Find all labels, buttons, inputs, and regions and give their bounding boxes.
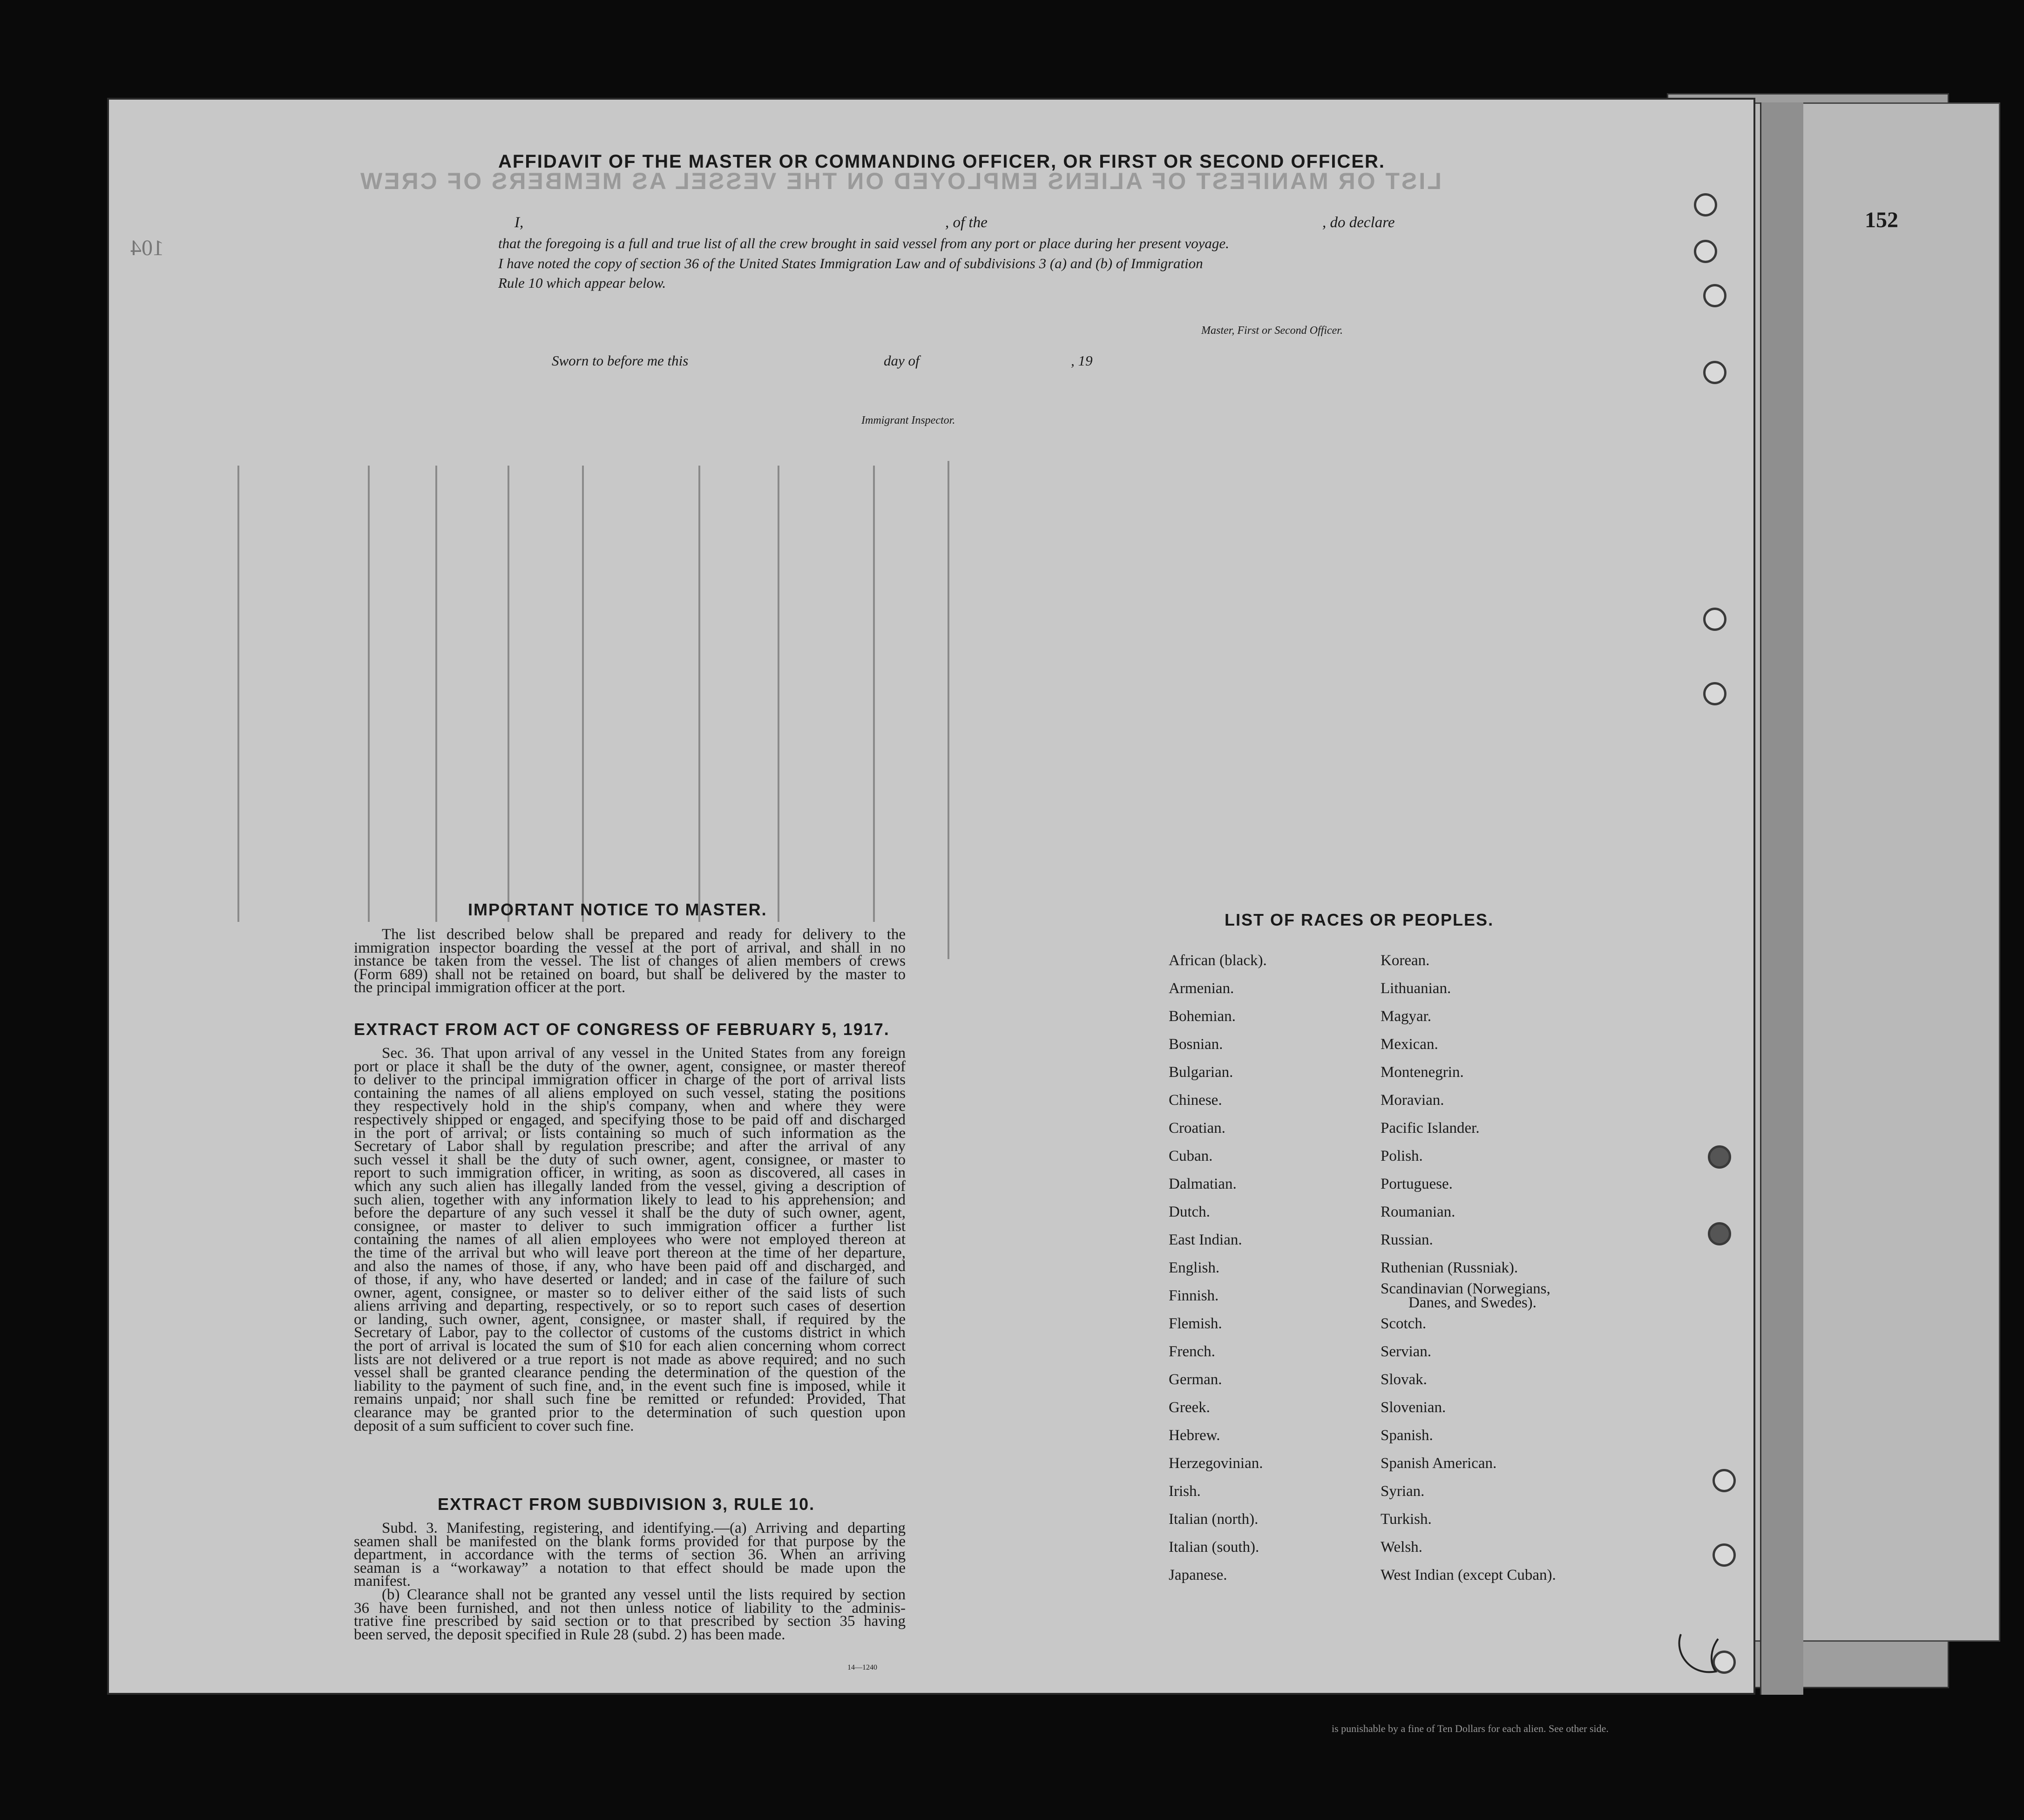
race-item: Greek.: [1169, 1399, 1210, 1416]
act-line: deposit of a sum sufficient to cover such fine.: [354, 1417, 634, 1434]
race-item: Bohemian.: [1169, 1008, 1236, 1025]
race-item: Chinese.: [1169, 1092, 1222, 1109]
affidavit-line-3: I have noted the copy of section 36 of the United States Immigration Law and of subdivisions 3 (a) and (b) of Immigration: [498, 255, 1203, 271]
act-line: the time of the arrival but who will leave port thereon at the time of her departure,: [354, 1244, 906, 1261]
extract-act-title: EXTRACT FROM ACT OF CONGRESS OF FEBRUARY 5, 1917.: [354, 1020, 890, 1039]
affidavit-title: AFFIDAVIT OF THE MASTER OR COMMANDING OFFICER, OR FIRST OR SECOND OFFICER.: [498, 151, 1385, 172]
notice-body: [354, 928, 906, 995]
column-rule: [698, 466, 700, 922]
punch-hole: [1703, 361, 1726, 384]
punch-hole: [1713, 1543, 1736, 1567]
inspector-label: Immigrant Inspector.: [861, 414, 955, 426]
race-item: African (black).: [1169, 952, 1267, 969]
race-item: Russian.: [1381, 1231, 1433, 1248]
act-line: such alien, together with any information likely to lead to his apprehension; and: [354, 1191, 906, 1208]
race-item: Scandinavian (Norwegians,: [1381, 1280, 1550, 1297]
notice-line: instance be taken from the vessel. The list of changes of alien members of crews: [354, 953, 906, 970]
act-line: clearance may be granted prior to the determination of such question upon: [354, 1404, 906, 1421]
affidavit-i: I,: [514, 214, 524, 231]
rule-line: (b) Clearance shall not be granted any vessel until the lists required by section: [382, 1586, 906, 1603]
act-line: before the departure of any such vessel it shall be the duty of such owner, agent,: [354, 1204, 906, 1222]
race-item: Slovenian.: [1381, 1399, 1446, 1416]
race-item: Dutch.: [1169, 1204, 1210, 1220]
punch-hole: [1694, 193, 1717, 217]
punch-hole: [1694, 240, 1717, 263]
column-rule: [237, 466, 239, 922]
bleed-through-footer: is punishable by a fine of Ten Dollars for each alien. See other side.: [1332, 1723, 1609, 1734]
notice-line: (Form 689) shall not be retained on board, but shall be delivered by the master to: [354, 966, 906, 983]
race-item: East Indian.: [1169, 1231, 1242, 1248]
act-line: they respectively hold in the ship's company, when and where they were: [354, 1098, 906, 1115]
notice-line: The list described below shall be prepared and ready for delivery to the: [382, 926, 906, 943]
act-line: port or place it shall be the duty of the owner, agent, consignee, or master thereof: [354, 1058, 906, 1075]
punch-hole: [1708, 1222, 1731, 1245]
race-item: Polish.: [1381, 1148, 1423, 1164]
race-item: Dalmatian.: [1169, 1176, 1237, 1192]
race-item: Montenegrin.: [1381, 1064, 1464, 1081]
race-item: Scotch.: [1381, 1315, 1427, 1332]
race-item: Italian (south).: [1169, 1539, 1259, 1556]
day-of-label: day of: [884, 352, 920, 369]
punch-hole: [1703, 608, 1726, 631]
affidavit-do-declare: , do declare: [1322, 214, 1395, 231]
act-line: vessel shall be granted clearance pending the determination of the question of the: [354, 1364, 906, 1381]
race-item: Finnish.: [1169, 1287, 1219, 1304]
race-item: Turkish.: [1381, 1511, 1432, 1528]
affidavit-of-the: , of the: [945, 214, 988, 231]
master-signature-label: Master, First or Second Officer.: [1201, 325, 1343, 337]
act-line: Sec. 36. That upon arrival of any vessel in the United States from any foreign: [382, 1045, 906, 1062]
race-item: Herzegovinian.: [1169, 1455, 1263, 1472]
act-line: in the port of arrival; or lists containing so much of such information as the: [354, 1124, 906, 1142]
column-rule: [508, 466, 509, 922]
race-item: Ruthenian (Russniak).: [1381, 1259, 1518, 1276]
rule-line: manifest.: [354, 1573, 411, 1590]
extract-rule-body: [354, 1522, 906, 1641]
race-item: Croatian.: [1169, 1120, 1225, 1137]
pencil-check-mark: [1672, 1625, 1723, 1685]
column-rule: [582, 466, 584, 922]
affidavit-line-4: Rule 10 which appear below.: [498, 275, 666, 291]
extract-act-body: [354, 1047, 906, 1433]
column-rule: [435, 466, 437, 922]
act-line: lists are not delivered or a true report is not made as above required; and no such: [354, 1351, 906, 1368]
race-item: Welsh.: [1381, 1539, 1422, 1556]
manifest-page: [107, 98, 1755, 1695]
race-item: Korean.: [1381, 952, 1430, 969]
rule-line: seamen shall be manifested on the blank forms provided for that purpose by the: [354, 1533, 906, 1550]
act-line: remains unpaid; nor shall such fine be remitted or refunded: Provided, That: [354, 1391, 906, 1408]
affidavit-line-2: that the foregoing is a full and true list of all the crew brought in said vessel from any port or place during her present voyage.: [498, 235, 1229, 251]
column-rule: [778, 466, 779, 922]
form-number: 14—1240: [847, 1664, 877, 1671]
act-line: respectively shipped or engaged, and specifying those to be paid off and discharged: [354, 1111, 906, 1128]
act-line: the port of arrival is located the sum of $10 for each alien concerning whom correct: [354, 1338, 906, 1355]
act-line: or landing, such owner, agent, consignee, or master shall, if required by the: [354, 1311, 906, 1328]
extract-rule-title: EXTRACT FROM SUBDIVISION 3, RULE 10.: [438, 1495, 815, 1514]
reverse-page-number: 104: [130, 236, 164, 260]
race-item: Bulgarian.: [1169, 1064, 1233, 1081]
race-item: Armenian.: [1169, 980, 1234, 997]
race-item: Japanese.: [1169, 1567, 1227, 1583]
year-label: , 19: [1071, 352, 1093, 369]
race-item: Portuguese.: [1381, 1176, 1453, 1192]
act-line: Secretary of Labor, pay to the collector of customs of the customs district in which: [354, 1324, 906, 1341]
act-line: owner, agent, consignee, or master so to deliver either of the said lists of such: [354, 1284, 906, 1301]
punch-hole: [1703, 682, 1726, 705]
race-item: Bosnian.: [1169, 1036, 1223, 1053]
act-line: Secretary of Labor shall by regulation prescribe; and after the arrival of any: [354, 1138, 906, 1155]
bleed-through-header: LIST OR MANIFEST OF ALIENS EMPLOYED ON THE VESSEL AS MEMBERS OF CREW: [359, 168, 1442, 194]
sworn-label: Sworn to before me this: [552, 352, 689, 369]
act-line: of those, if any, who have deserted or landed; and in case of the failure of such: [354, 1271, 906, 1288]
race-item: Lithuanian.: [1381, 980, 1451, 997]
race-item: Irish.: [1169, 1483, 1201, 1500]
punch-hole: [1703, 284, 1726, 307]
race-item: Italian (north).: [1169, 1511, 1259, 1528]
notice-line: the principal immigration officer at the port.: [354, 979, 626, 996]
race-item: Cuban.: [1169, 1148, 1213, 1164]
race-item: Pacific Islander.: [1381, 1120, 1480, 1137]
column-rule: [873, 466, 875, 922]
rule-line: trative fine prescribed by said section or to that prescribed by section 35 having: [354, 1613, 906, 1630]
race-item: Syrian.: [1381, 1483, 1425, 1500]
race-item: German.: [1169, 1371, 1222, 1388]
punch-hole: [1713, 1469, 1736, 1492]
race-item: Flemish.: [1169, 1315, 1222, 1332]
rule-line: Subd. 3. Manifesting, registering, and identifying.—(a) Arriving and departing: [382, 1520, 906, 1536]
race-item: Spanish American.: [1381, 1455, 1497, 1472]
act-line: to deliver to the principal immigration officer in charge of the port of arrival lists: [354, 1071, 906, 1089]
act-line: report to such immigration officer, in writing, as soon as discovered, all cases in: [354, 1164, 906, 1182]
act-line: which any such alien has illegally landed from the vessel, giving a description of: [354, 1177, 906, 1195]
notice-line: immigration inspector boarding the vessel at the port of arrival, and shall in no: [354, 939, 906, 956]
race-item: Magyar.: [1381, 1008, 1432, 1025]
race-item: French.: [1169, 1343, 1215, 1360]
rule-line: 36 have been furnished, and not then unless notice of liability to the adminis-: [354, 1599, 906, 1617]
races-title: LIST OF RACES OR PEOPLES.: [1225, 910, 1494, 929]
act-line: liability to the payment of such fine, and, in the event such fine is imposed, while it: [354, 1377, 906, 1394]
race-item: Hebrew.: [1169, 1427, 1220, 1444]
page-edge-strip: [1760, 102, 1803, 1695]
race-item: Servian.: [1381, 1343, 1432, 1360]
page-number: 152: [1865, 208, 1898, 232]
race-item: Mexican.: [1381, 1036, 1438, 1053]
act-line: and also the names of those, if any, who have been paid off and discharged, and: [354, 1258, 906, 1275]
notice-title: IMPORTANT NOTICE TO MASTER.: [468, 900, 767, 919]
rule-line: department, in accordance with the terms of section 36. When an arriving: [354, 1546, 906, 1563]
rule-line: seaman is a “workaway” a notation to that effect should be made upon the: [354, 1559, 906, 1576]
punch-hole: [1708, 1145, 1731, 1169]
act-line: consignee, or master to deliver to such immigration officer a further list: [354, 1218, 906, 1235]
race-item: Moravian.: [1381, 1092, 1444, 1109]
race-item: English.: [1169, 1259, 1220, 1276]
race-item: Spanish.: [1381, 1427, 1433, 1444]
column-rule: [368, 466, 370, 922]
act-line: containing the names of all alien employees who were not employed thereon at: [354, 1231, 906, 1248]
act-line: such vessel it shall be the duty of such owner, agent, consignee, or master to: [354, 1151, 906, 1168]
race-item-continued: Danes, and Swedes).: [1408, 1294, 1537, 1311]
column-rule: [948, 461, 949, 959]
rule-line: been served, the deposit specified in Rule 28 (subd. 2) has been made.: [354, 1626, 785, 1643]
race-item: West Indian (except Cuban).: [1381, 1567, 1556, 1583]
act-line: aliens arriving and departing, respectively, or so to report such cases of desertion: [354, 1298, 906, 1315]
act-line: containing the names of all aliens employed on such vessel, stating the positions: [354, 1084, 906, 1102]
race-item: Slovak.: [1381, 1371, 1427, 1388]
race-item: Roumanian.: [1381, 1204, 1455, 1220]
